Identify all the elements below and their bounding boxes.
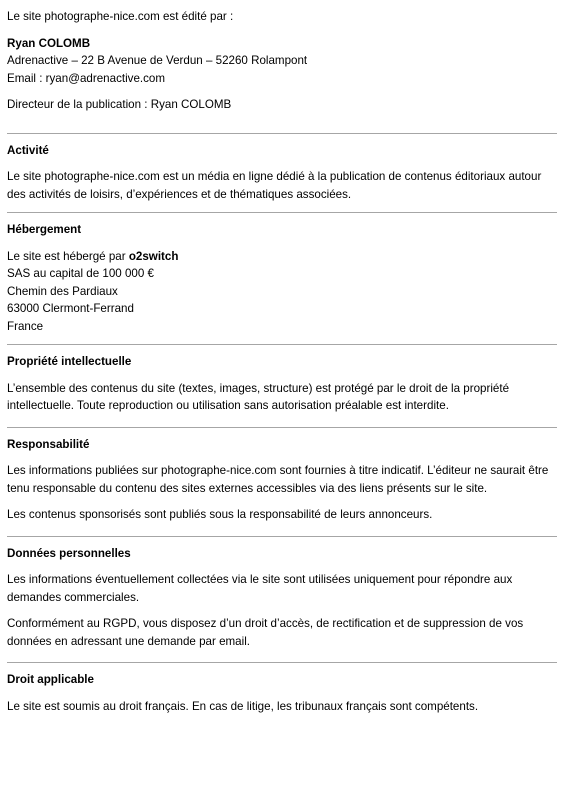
responsabilite-text-1: Les informations publiées sur photographe-nice.com sont fournies à titre indicatif. L’éditeur ne saurait être tenu responsable du contenu des sites externes accessibles via des liens présents sur le site. <box>7 464 549 495</box>
activite-text: Le site photographe-nice.com est un média en ligne dédié à la publication de contenus éditoriaux autour des activités de loisirs, d’expériences et de thématiques associées. <box>7 170 542 201</box>
droit-text: Le site est soumis au droit français. En cas de litige, les tribunaux français sont compétents. <box>7 699 479 713</box>
section-title-donnees: Données personnelles <box>7 546 131 560</box>
section-title-droit: Droit applicable <box>7 673 94 686</box>
section-title-responsabilite: Responsabilité <box>7 437 90 451</box>
responsabilite-text-2: Les contenus sponsorisés sont publiés sous la responsabilité de leurs annonceurs. <box>7 508 433 521</box>
publisher-address: Adrenactive – 22 B Avenue de Verdun – 52260 Rolampont <box>7 54 308 67</box>
donnees-text-2: Conformément au RGPD, vous disposez d’un droit d’accès, de rectification et de suppression de vos données en adressant une demande par email. <box>7 617 524 648</box>
section-title-propriete: Propriété intellectuelle <box>7 355 132 368</box>
section-donnees <box>7 536 557 651</box>
host-street: Chemin des Pardiaux <box>7 284 118 298</box>
section-divider <box>7 212 557 213</box>
publisher-email: Email : ryan@adrenactive.com <box>7 71 166 85</box>
host-info <box>7 248 557 336</box>
section-title-activite: Activité <box>7 143 49 157</box>
section-divider <box>7 344 557 345</box>
propriete-text: L’ensemble des contenus du site (textes, images, structure) est protégé par le droit de la propriété intellectuelle. Toute reproduction ou utilisation sans autorisation préalable est interdite. <box>7 381 510 412</box>
publication-director: Directeur de la publication : Ryan COLOMB <box>7 98 232 111</box>
host-prefix: Le site est hébergé par <box>7 249 129 263</box>
section-activite <box>7 133 557 204</box>
publisher-name: Ryan COLOMB <box>7 36 91 50</box>
section-divider <box>7 427 557 428</box>
host-capital: SAS au capital de 100 000 € <box>7 267 154 280</box>
section-droit <box>7 662 557 715</box>
host-country: France <box>7 319 44 333</box>
host-city: 63000 Clermont-Ferrand <box>7 302 134 315</box>
section-title-hebergement: Hébergement <box>7 223 82 236</box>
donnees-text-1: Les informations éventuellement collectées via le site sont utilisées uniquement pour répondre aux demandes commerciales. <box>7 573 513 604</box>
section-propriete <box>7 344 557 415</box>
publisher-info <box>7 35 557 88</box>
section-divider <box>7 536 557 537</box>
publisher-intro: Le site photographe-nice.com est édité par : <box>7 10 234 23</box>
section-divider <box>7 133 557 134</box>
section-divider <box>7 662 557 663</box>
section-hebergement <box>7 212 557 335</box>
section-responsabilite <box>7 427 557 524</box>
host-line <box>7 248 557 266</box>
host-name: o2switch <box>128 249 179 263</box>
